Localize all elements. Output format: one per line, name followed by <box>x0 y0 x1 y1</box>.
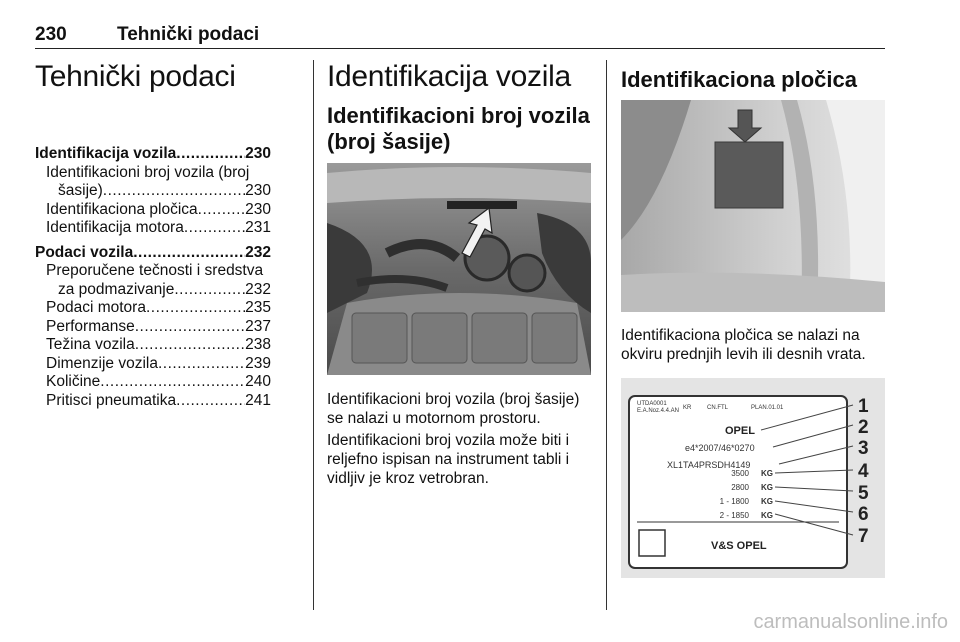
plate-code-sub: E.A.Noz.4.4.AN <box>637 408 680 414</box>
toc-leader <box>103 182 245 201</box>
callout-4: 4 <box>858 461 869 482</box>
callout-1: 1 <box>858 396 869 417</box>
section-title: Tehnički podaci <box>35 60 236 93</box>
toc-label: Dimenzije vozila <box>46 354 158 372</box>
watermark: carmanualsonline.info <box>753 611 948 633</box>
column-divider-2 <box>606 60 607 610</box>
callout-3: 3 <box>858 438 869 459</box>
toc-label: Podaci vozila <box>35 243 134 261</box>
engine-bay-photo <box>327 163 591 375</box>
plate-location-line2: okviru prednjih levih ili desnih vrata. <box>621 346 866 363</box>
toc-entry <box>35 336 271 355</box>
callout-2: 2 <box>858 417 869 438</box>
toc-page: 241 <box>245 391 271 409</box>
door-frame-photo <box>621 100 885 312</box>
toc-page: 230 <box>245 200 271 218</box>
toc-entry <box>35 392 271 411</box>
toc-leader <box>176 145 245 164</box>
toc-leader <box>135 318 245 337</box>
vin-heading-line2: (broj šasije) <box>327 129 451 154</box>
toc-entry <box>35 318 271 337</box>
vin-heading <box>327 103 590 155</box>
callout-6: 6 <box>858 504 869 525</box>
toc-entry <box>35 164 271 183</box>
toc-entry <box>35 244 271 263</box>
plate-code-3: CN.FTL <box>707 405 728 411</box>
toc-page: 239 <box>245 354 271 372</box>
plate-brand: OPEL <box>725 425 755 437</box>
vin-heading-line1: Identifikacioni broj vozila <box>327 103 590 128</box>
plate-vin: XL1TA4PRSDH4149 <box>667 460 751 470</box>
toc-page: 240 <box>245 373 271 390</box>
callout-7: 7 <box>858 526 869 547</box>
toc-label: Identifikacioni broj vozila (broj <box>46 163 250 181</box>
toc-page: 238 <box>245 336 271 353</box>
page-number: 230 <box>35 24 67 45</box>
plate-location-text <box>621 326 866 364</box>
toc-label: Identifikaciona pločica <box>46 200 198 218</box>
toc-page: 230 <box>245 182 271 199</box>
header-title: Tehnički podaci <box>117 24 260 45</box>
plate-maker: V&S OPEL <box>711 540 767 552</box>
vin-location-text <box>327 390 579 428</box>
toc-entry <box>35 373 271 392</box>
plate-heading: Identifikaciona pločica <box>621 67 857 92</box>
toc-entry <box>35 299 271 318</box>
toc-label: Podaci motora <box>46 299 146 316</box>
plate-unit-3: KG <box>761 497 773 506</box>
toc-label: Identifikacija motora <box>46 219 184 236</box>
toc-page: 237 <box>245 317 271 335</box>
toc-leader <box>198 201 245 220</box>
toc-entry <box>35 281 271 300</box>
toc-label: Performanse <box>46 317 135 335</box>
toc-label: šasije) <box>58 182 103 199</box>
toc-entry <box>35 355 271 374</box>
toc-entry <box>35 145 271 164</box>
toc-page: 231 <box>245 219 271 236</box>
table-of-contents <box>35 145 271 410</box>
vin-location-line1: Identifikacioni broj vozila (broj šasije) <box>327 391 580 408</box>
toc-entry <box>35 182 271 201</box>
toc-leader <box>146 299 245 318</box>
toc-leader <box>184 219 245 238</box>
toc-page: 235 <box>245 299 271 316</box>
plate-approval: e4*2007/46*0270 <box>685 443 755 453</box>
toc-entry <box>35 262 271 281</box>
toc-page: 232 <box>245 243 271 261</box>
vin-embossed-text <box>327 431 569 488</box>
toc-label: Preporučene tečnosti i sredstva <box>46 262 264 279</box>
toc-label: Pritisci pneumatika <box>46 391 177 409</box>
toc-leader <box>135 336 245 355</box>
toc-leader <box>174 281 245 300</box>
col2-title: Identifikacija vozila <box>327 60 571 93</box>
toc-label: Identifikacija vozila <box>35 145 177 162</box>
toc-label: Težina vozila <box>46 336 135 353</box>
plate-weight-3: 1 - 1800 <box>719 497 749 506</box>
plate-unit-2: KG <box>761 483 773 492</box>
toc-leader <box>176 392 245 411</box>
plate-weight-1: 3500 <box>731 469 749 478</box>
vin-location-line2: se nalazi u motornom prostoru. <box>327 410 541 427</box>
toc-leader <box>100 373 245 392</box>
vin-embossed-line2: reljefno ispisan na instrument tabli i <box>327 451 570 468</box>
vin-embossed-line3: vidljiv je kroz vetrobran. <box>327 470 489 487</box>
toc-label: Količine <box>46 373 101 390</box>
plate-weight-2: 2800 <box>731 483 749 492</box>
plate-weight-4: 2 - 1850 <box>719 511 749 520</box>
plate-code-2: KR <box>683 405 692 411</box>
toc-page: 230 <box>245 145 271 162</box>
toc-label: za podmazivanje <box>58 280 175 298</box>
toc-entry <box>35 219 271 238</box>
plate-location-line1: Identifikaciona pločica se nalazi na <box>621 327 860 344</box>
vin-embossed-line1: Identifikacioni broj vozila može biti i <box>327 432 570 449</box>
plate-unit-1: KG <box>761 469 773 478</box>
callout-5: 5 <box>858 483 869 504</box>
toc-leader <box>158 355 245 374</box>
plate-code-4: PLAN.01.01 <box>751 405 784 411</box>
plate-code-1: UTDA0001 <box>637 401 667 407</box>
identification-plate-diagram <box>621 378 885 578</box>
column-divider-1 <box>313 60 314 610</box>
plate-unit-4: KG <box>761 511 773 520</box>
toc-page: 232 <box>245 280 271 298</box>
page-header <box>35 22 885 49</box>
toc-entry <box>35 201 271 220</box>
toc-leader <box>133 244 245 263</box>
